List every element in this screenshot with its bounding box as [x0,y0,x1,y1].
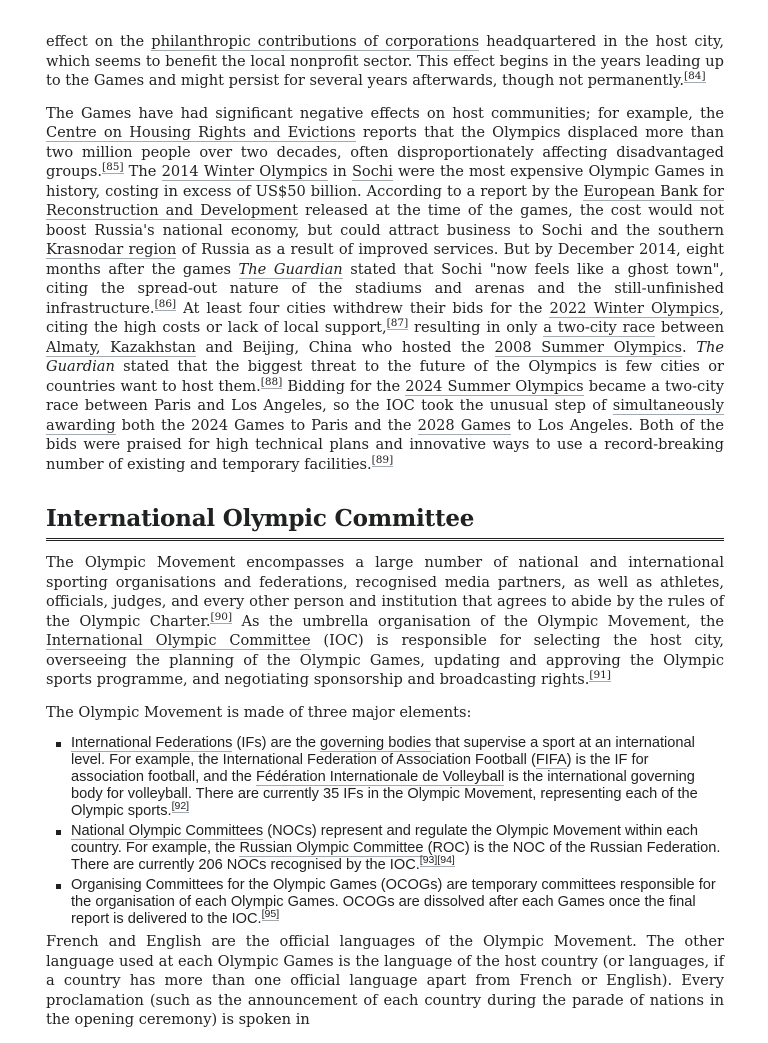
paragraph-three-elements: The Olympic Movement is made of three major elements: [46,703,472,721]
link-fivb[interactable]: Fédération Internationale de Volleyball [255,769,505,785]
paragraph-philanthropy: effect on the philanthropic contributions of corporations headquartered in the host city, which seems to benefit the local nonprofit sector. This effect begins in the years leading up to the Games and might persist for several years afterwards, though not permanently.[84] [46,33,724,89]
citation[interactable]: [88] [260,375,283,388]
citation[interactable]: [92] [171,800,190,813]
link-ioc[interactable]: International Olympic Committee [46,632,311,649]
citation[interactable]: [94] [437,854,455,867]
link-governing-bodies[interactable]: governing bodies [320,735,432,751]
link-almaty[interactable]: Almaty, Kazakhstan [46,338,196,356]
link-two-city-race[interactable]: a two-city race [543,319,656,336]
paragraph-languages: French and English are the official languages of the Olympic Movement. The other language used at each Olympic Games is the language of the host country (or languages, if a country has more than one official language apart from French or English). Every proclamation (such as the announcement of each country during the parade of nations in the opening ceremony) is spoken in [46,933,724,1028]
link-fifa[interactable]: FIFA [535,752,567,768]
citation[interactable]: [90] [210,610,233,623]
elements-list [46,735,724,928]
list-item: Organising Committees for the Olympic Games (OCOGs) are temporary committees responsible for the organisation of each Olympic Games. OCOGs are dissolved after each Games once the final report is delivered to the IOC.[95] [71,877,724,928]
citation[interactable]: [87] [386,317,409,330]
link-national-olympic-committees[interactable]: National Olympic Committees [71,823,264,839]
citation[interactable]: [89] [371,453,394,466]
list-item: National Olympic Committees (NOCs) represent and regulate the Olympic Movement within each country. For example, the Russian Olympic Committee (ROC) is the NOC of the Russian Federation. There are currently 206 NOCs recognised by the IOC.[93][94] [71,823,724,874]
link-sochi[interactable]: Sochi [351,163,393,180]
citation[interactable]: [93] [419,854,438,867]
link-krasnodar-region[interactable]: Krasnodar region [46,241,177,258]
citation[interactable]: [86] [154,297,177,310]
list-item: International Federations (IFs) are the governing bodies that supervise a sport at an international level. For example, the International Federation of Association Football (FIFA) is the IF for association football, and the Fédération Internationale de Volleyball is the international governing body for volleyball. There are currently 35 IFs in the Olympic Movement, representing each of the Olympic sports.[92] [71,735,724,820]
link-international-federations[interactable]: International Federations [71,735,233,751]
citation[interactable]: [85] [101,161,124,174]
article-body [46,32,724,1043]
link-2008-summer-olympics[interactable]: 2008 Summer Olympics [494,338,682,356]
link-the-guardian[interactable]: The Guardian [238,260,343,278]
paragraph-olympic-movement: The Olympic Movement encompasses a large number of national and international sporting organisations and federations, recognised media partners, as well as athletes, officials, judges, and every other person and institution that agrees to abide by the rules of the Olympic Charter.[90] As the umbrella organisation of the Olympic Movement, the International Olympic Committee (IOC) is responsible for selecting the host city, overseeing the planning of the Olympic Games, updating and approving the Olympic sports programme, and negotiating sponsorship and broadcasting rights.[91] [46,554,724,688]
citation[interactable]: [84] [683,70,706,83]
link-2022-winter-olympics[interactable]: 2022 Winter Olympics [549,299,720,317]
link-russian-olympic-committee[interactable]: Russian Olympic Committee [239,840,424,856]
link-philanthropic-contributions[interactable]: philanthropic contributions of corporations [151,33,480,50]
section-heading-ioc: International Olympic Committee [46,504,724,541]
paragraph-negative-effects: The Games have had significant negative effects on host communities; for example, the Centre on Housing Rights and Evictions reports that the Olympics displaced more than two million people over two decades, often disproportionately affecting disadvantaged groups.[85] The 2014 Winter Olympics in Sochi were the most expensive Olympic Games in history, costing in excess of US$50 billion. According to a report by the European Bank for Reconstruction and Development released at the time of the games, the cost would not boost Russia's national economy, but could attract business to Sochi and the southern Krasnodar region of Russia as a result of improved services. But by December 2014, eight months after the games The Guardian stated that Sochi "now feels like a ghost town", citing the spread-out nature of the stadiums and arenas and the still-unfinished infrastructure.[86] At least four cities withdrew their bids for the 2022 Winter Olympics, citing the high costs or lack of local support,[87] resulting in only a two-city race between Almaty, Kazakhstan and Beijing, China who hosted the 2008 Summer Olympics. The Guardian stated that the biggest threat to the future of the Olympics is few cities or countries want to host them.[88] Bidding for the 2024 Summer Olympics became a two-city race between Paris and Los Angeles, so the IOC took the unusual step of simultaneously awarding both the 2024 Games to Paris and the 2028 Games to Los Angeles. Both of the bids were praised for high technical plans and innovative ways to use a record-breaking number of existing and temporary facilities.[89] [46,104,725,473]
link-2028-games[interactable]: 2028 Games [417,416,512,434]
link-cohre[interactable]: Centre on Housing Rights and Evictions [46,124,356,141]
link-2024-summer-olympics[interactable]: 2024 Summer Olympics [405,377,584,395]
citation[interactable]: [91] [589,669,611,682]
citation[interactable]: [95] [261,908,280,921]
link-simultaneously-awarding[interactable]: simultaneously awarding [46,397,724,434]
link-ebrd[interactable]: European Bank for Reconstruction and Development [46,182,724,219]
link-2014-winter-olympics[interactable]: 2014 Winter Olympics [161,163,328,180]
